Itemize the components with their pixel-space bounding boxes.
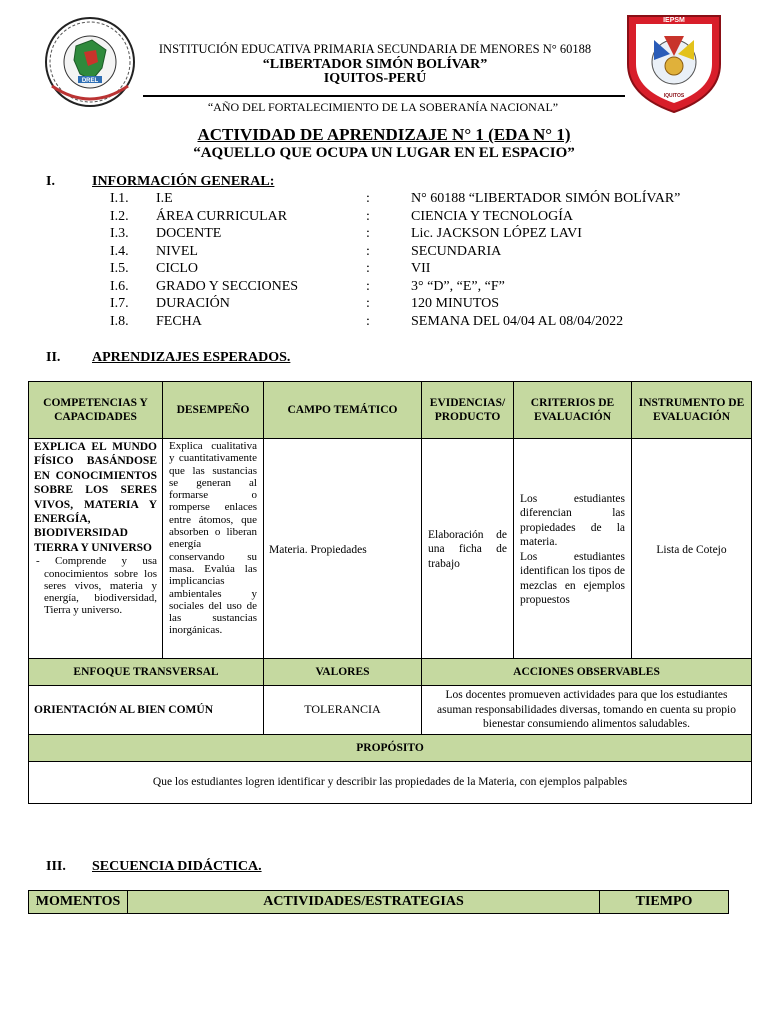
institution-name: INSTITUCIÓN EDUCATIVA PRIMARIA SECUNDARIA DE MENORES N° 60188 — [158, 42, 592, 56]
enfoque-table — [28, 658, 752, 804]
header-actividades: ACTIVIDADES/ESTRATEGIAS — [128, 891, 600, 914]
logo-right-top: IEPSM — [663, 17, 685, 24]
year-motto: “AÑO DEL FORTALECIMIENTO DE LA SOBERANÍA NACIONAL” — [207, 100, 559, 114]
info-row-grado: I.6. GRADO Y SECCIONES : 3° “D”, “E”, “F” — [110, 279, 505, 294]
header-divider — [143, 95, 625, 97]
learning-table-header — [29, 382, 752, 439]
instrumento-cell: Lista de Cotejo — [632, 439, 752, 661]
header-proposito: PROPÓSITO — [29, 734, 752, 761]
info-row-area: I.2. ÁREA CURRICULAR : CIENCIA Y TECNOLOGÍA — [110, 209, 574, 224]
header-enfoque: ENFOQUE TRANSVERSAL — [29, 659, 264, 686]
learning-table — [28, 381, 752, 661]
header-tiempo: TIEMPO — [600, 891, 729, 914]
info-row-duracion: I.7. DURACIÓN : 120 MINUTOS — [110, 296, 500, 311]
header-valores: VALORES — [264, 659, 422, 686]
competencia-cell — [29, 439, 163, 661]
school-city: IQUITOS-PERÚ — [323, 71, 427, 86]
header-desempeno: DESEMPEÑO — [163, 382, 264, 439]
info-row-docente: I.3. DOCENTE : Lic. JACKSON LÓPEZ LAVI — [110, 226, 582, 241]
school-name: “LIBERTADOR SIMÓN BOLÍVAR” — [262, 57, 488, 72]
sequence-table — [28, 890, 729, 914]
capacidad-list — [34, 555, 157, 616]
school-shield-logo — [624, 10, 724, 114]
campo-cell: Materia. Propiedades — [264, 439, 422, 661]
bullet-dash: - — [36, 555, 40, 568]
proposito-value: Que los estudiantes logren identificar y describir las propiedades de la Materia, con ejemplos palpables — [29, 761, 752, 803]
header-acciones: ACCIONES OBSERVABLES — [422, 659, 752, 686]
header-momentos: MOMENTOS — [29, 891, 128, 914]
info-row-ciclo: I.5. CICLO : VII — [110, 261, 431, 276]
acciones-value: Los docentes promueven actividades para que los estudiantes asuman responsabilidades diversas, tomando en cuenta su propio bienestar consumiendo alimentos saludables. — [422, 686, 752, 735]
section2-number: II. — [46, 350, 61, 365]
header-criterios: CRITERIOS DE EVALUACIÓN — [514, 382, 632, 439]
activity-title: ACTIVIDAD DE APRENDIZAJE N° 1 (EDA N° 1) — [197, 125, 571, 144]
criterio-2: Los estudiantes identifican los tipos de mezclas en ejemplos propuestos — [520, 550, 625, 606]
criterio-1: Los estudiantes diferencian las propiedades de la materia. — [520, 492, 625, 548]
header-campo: CAMPO TEMÁTICO — [264, 382, 422, 439]
section3-number: III. — [46, 859, 66, 874]
competencia-text: EXPLICA EL MUNDO FÍSICO BASÁNDOSE EN CONOCIMIENTOS SOBRE LOS SERES VIVOS, MATERIA Y ENERGÍA, BIODIVERSIDAD TIERRA Y UNIVERSO — [34, 441, 157, 554]
learning-table-row — [29, 439, 752, 661]
section1-number: I. — [46, 174, 55, 189]
header-competencias: COMPETENCIAS Y CAPACIDADES — [29, 382, 163, 439]
activity-subtitle: “AQUELLO QUE OCUPA UN LUGAR EN EL ESPACIO” — [193, 145, 575, 161]
header-evidencias: EVIDENCIAS/ PRODUCTO — [422, 382, 514, 439]
logo-right-city: IQUITOS — [663, 93, 685, 99]
logo-left-abbr: DREL — [81, 78, 99, 84]
header-instrumento: INSTRUMENTO DE EVALUACIÓN — [632, 382, 752, 439]
info-row-nivel: I.4. NIVEL : SECUNDARIA — [110, 244, 502, 259]
enfoque-value: ORIENTACIÓN AL BIEN COMÚN — [29, 686, 264, 735]
section3-title: SECUENCIA DIDÁCTICA. — [92, 859, 262, 874]
valor-value: TOLERANCIA — [264, 686, 422, 735]
criterios-cell — [514, 439, 632, 661]
drel-logo — [40, 16, 140, 108]
section2-title: APRENDIZAJES ESPERADOS. — [92, 350, 291, 365]
capacidad-item: - Comprende y usa conocimientos sobre los seres vivos, materia y energía, biodiversidad, Tierra y universo. — [36, 555, 157, 617]
info-row-ie: I.1. I.E : N° 60188 “LIBERTADOR SIMÓN BOLÍVAR” — [110, 191, 681, 206]
info-row-fecha: I.8. FECHA : SEMANA DEL 04/04 AL 08/04/2022 — [110, 314, 624, 329]
desempeno-cell: Explica cualitativa y cuantitativamente que las sustancias se generan al formarse o romperse enlaces entre átomos, que absorben o liberan energía conservando su masa. Evalúa las implicancias ambientales y sociales del uso de las sustancias inorgánicas. — [163, 439, 264, 661]
section1-title: INFORMACIÓN GENERAL: — [92, 174, 275, 189]
evidencia-cell: Elaboración de una ficha de trabajo — [422, 439, 514, 661]
